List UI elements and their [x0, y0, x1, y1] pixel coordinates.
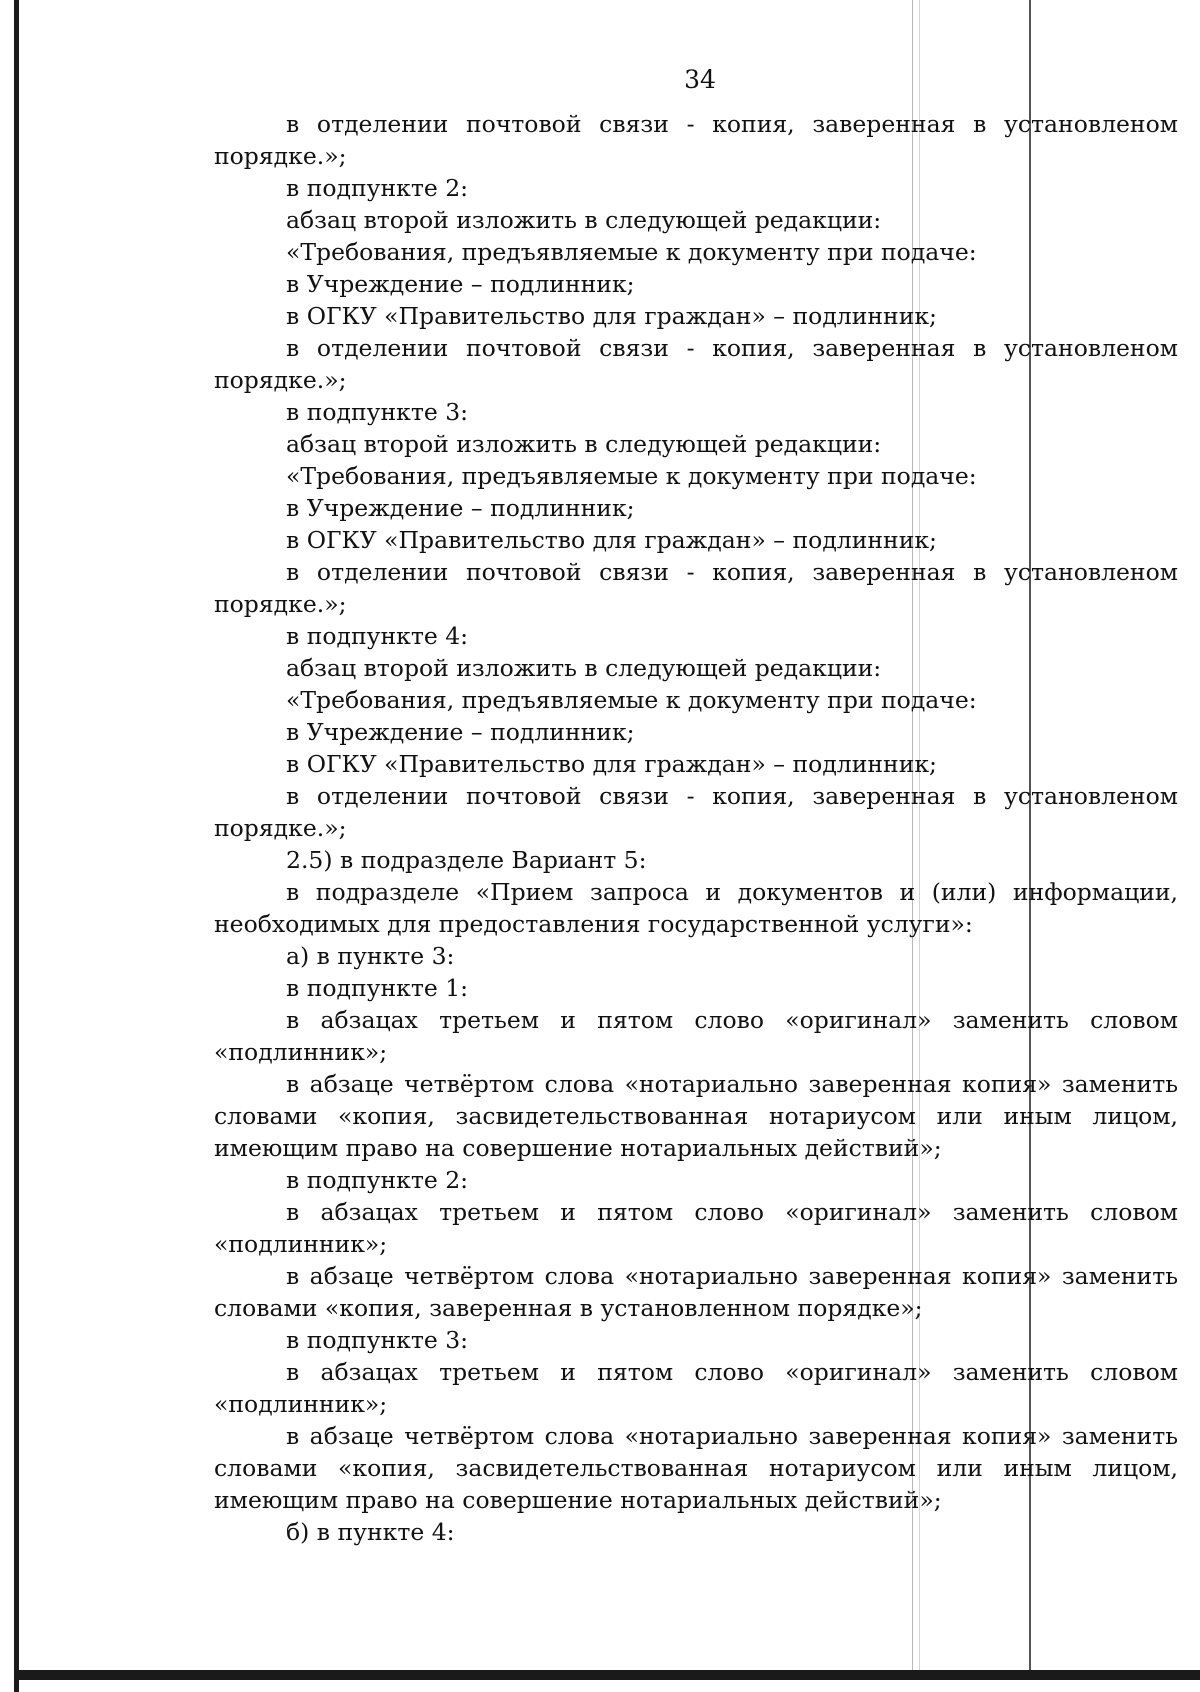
- paragraph: абзац второй изложить в следующей редакции:: [286, 430, 882, 458]
- document-body: [214, 108, 1178, 1548]
- paragraph: в подпункте 1:: [286, 974, 469, 1002]
- page-number: 34: [684, 65, 716, 94]
- paragraph: в абзаце четвёртом слова «нотариально заверенная копия» заменить словами «копия, заверенная в установленном порядке»;: [214, 1262, 1178, 1322]
- paragraph: а) в пункте 3:: [286, 942, 455, 970]
- paragraph: в Учреждение – подлинник;: [286, 494, 635, 522]
- paragraph: в отделении почтовой связи - копия, заверенная в установленом порядке.»;: [214, 558, 1178, 618]
- paragraph: в подразделе «Прием запроса и документов и (или) информации, необходимых для предоставления государственной услуги»:: [214, 878, 1178, 938]
- paragraph: в подпункте 2:: [286, 1166, 469, 1194]
- scan-bottom-edge: [14, 1670, 1200, 1680]
- paragraph: в ОГКУ «Правительство для граждан» – подлинник;: [286, 750, 937, 778]
- paragraph: 2.5) в подразделе Вариант 5:: [286, 846, 647, 874]
- paragraph: в подпункте 4:: [286, 622, 469, 650]
- paragraph: в отделении почтовой связи - копия, заверенная в установленом порядке.»;: [214, 110, 1178, 170]
- paragraph: «Требования, предъявляемые к документу при подаче:: [286, 238, 977, 266]
- paragraph: «Требования, предъявляемые к документу при подаче:: [286, 686, 977, 714]
- paragraph: в Учреждение – подлинник;: [286, 718, 635, 746]
- scan-left-edge: [14, 0, 19, 1692]
- paragraph: в подпункте 2:: [286, 174, 469, 202]
- paragraph: в Учреждение – подлинник;: [286, 270, 635, 298]
- paragraph: абзац второй изложить в следующей редакции:: [286, 206, 882, 234]
- paragraph: в абзацах третьем и пятом слово «оригинал» заменить словом «подлинник»;: [214, 1198, 1178, 1258]
- paragraph: в ОГКУ «Правительство для граждан» – подлинник;: [286, 302, 937, 330]
- paragraph: в абзацах третьем и пятом слово «оригинал» заменить словом «подлинник»;: [214, 1006, 1178, 1066]
- paragraph: в абзаце четвёртом слова «нотариально заверенная копия» заменить словами «копия, засвидетельствованная нотариусом или иным лицом, имеющим право на совершение нотариальных действий»;: [214, 1070, 1178, 1162]
- paragraph: в абзаце четвёртом слова «нотариально заверенная копия» заменить словами «копия, засвидетельствованная нотариусом или иным лицом, имеющим право на совершение нотариальных действий»;: [214, 1422, 1178, 1514]
- paragraph: в ОГКУ «Правительство для граждан» – подлинник;: [286, 526, 937, 554]
- paragraph: в абзацах третьем и пятом слово «оригинал» заменить словом «подлинник»;: [214, 1358, 1178, 1418]
- paragraph: абзац второй изложить в следующей редакции:: [286, 654, 882, 682]
- paragraph: в подпункте 3:: [286, 398, 469, 426]
- paragraph: «Требования, предъявляемые к документу при подаче:: [286, 462, 977, 490]
- paragraph: в отделении почтовой связи - копия, заверенная в установленом порядке.»;: [214, 782, 1178, 842]
- paragraph: в подпункте 3:: [286, 1326, 469, 1354]
- paragraph: б) в пункте 4:: [286, 1518, 455, 1546]
- paragraph: в отделении почтовой связи - копия, заверенная в установленом порядке.»;: [214, 334, 1178, 394]
